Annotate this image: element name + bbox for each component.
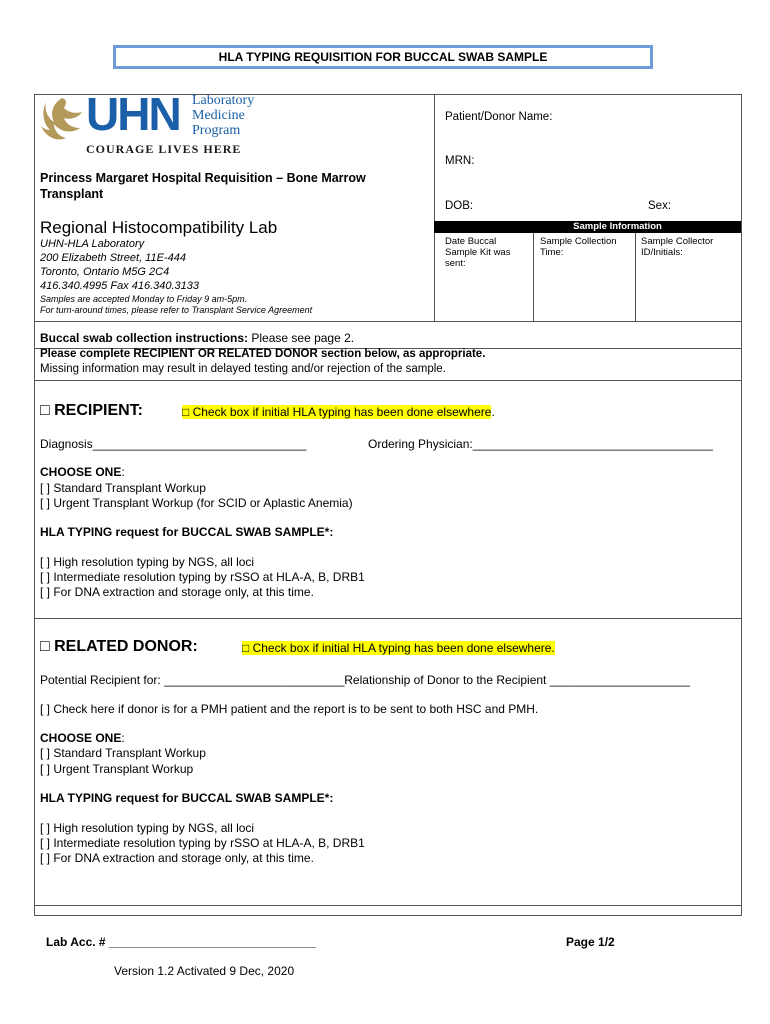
potential-recipient-field[interactable]: Potential Recipient for: ___________________________Relationship of Donor to the Recipient _____________________: [40, 673, 690, 687]
form-title-box: [113, 45, 653, 69]
recipient-typing-heading: HLA TYPING request for BUCCAL SWAB SAMPLE*:: [40, 525, 334, 539]
ordering-physician-field[interactable]: Ordering Physician:____________________________________: [368, 437, 713, 451]
hours-note: Samples are accepted Monday to Friday 9 am-5pm.: [40, 294, 248, 304]
sample-col3-l1: Sample Collector: [641, 236, 714, 247]
donor-option-urgent[interactable]: [ ] Urgent Transplant Workup: [40, 762, 194, 776]
hospital-line1: Princess Margaret Hospital Requisition – Bone Marrow: [40, 171, 366, 185]
sample-col1-l3: sent:: [445, 258, 466, 269]
page-number: Page 1/2: [566, 935, 615, 949]
patient-name-label[interactable]: Patient/Donor Name:: [445, 111, 553, 123]
buccal-instructions-text: Please see page 2.: [248, 331, 355, 345]
recipient-option-standard[interactable]: [ ] Standard Transplant Workup: [40, 481, 206, 495]
recipient-elsewhere-checkbox[interactable]: □ Check box if initial HLA typing has been done elsewhere.: [182, 405, 495, 419]
uhn-logo-icon: [40, 96, 84, 144]
sample-col3-l2: ID/Initials:: [641, 247, 683, 258]
recipient-typing-dna[interactable]: [ ] For DNA extraction and storage only, at this time.: [40, 585, 314, 599]
lab-medicine-line1: Laboratory: [192, 93, 255, 108]
header-bottom-rule: [35, 321, 741, 322]
sample-col-divider-1: [533, 223, 534, 321]
address-line1: UHN-HLA Laboratory: [40, 238, 145, 250]
hospital-line2: Transplant: [40, 187, 104, 201]
address-line4: 416.340.4995 Fax 416.340.3133: [40, 280, 200, 292]
donor-choose-one: CHOOSE ONE:: [40, 731, 125, 745]
sex-label[interactable]: Sex:: [648, 200, 672, 212]
sample-col1-l2: Sample Kit was: [445, 247, 511, 258]
pmh-checkbox[interactable]: [ ] Check here if donor is for a PMH patient and the report is to be sent to both HSC and PMH.: [40, 702, 539, 716]
donor-typing-heading: HLA TYPING request for BUCCAL SWAB SAMPLE*:: [40, 791, 334, 805]
lab-medicine-line2: Medicine: [192, 108, 245, 123]
uhn-wordmark: UHN: [86, 88, 180, 140]
address-line2: 200 Elizabeth Street, 11E-444: [40, 252, 186, 264]
missing-info-warning: Missing information may result in delayed testing and/or rejection of the sample.: [40, 363, 446, 375]
header-divider: [434, 95, 435, 321]
lab-name: Regional Histocompatibility Lab: [40, 218, 278, 237]
recipient-heading[interactable]: □ RECIPIENT:: [40, 402, 144, 419]
recipient-typing-rsso[interactable]: [ ] Intermediate resolution typing by rSSO at HLA-A, B, DRB1: [40, 570, 365, 584]
buccal-instructions-label: Buccal swab collection instructions:: [40, 331, 249, 345]
sample-info-header: [434, 221, 741, 233]
sample-col2-l2: Time:: [540, 247, 564, 258]
donor-typing-dna[interactable]: [ ] For DNA extraction and storage only, at this time.: [40, 851, 314, 865]
donor-typing-rsso[interactable]: [ ] Intermediate resolution typing by rSSO at HLA-A, B, DRB1: [40, 836, 365, 850]
sample-col1-l1: Date Buccal: [445, 236, 497, 247]
recipient-option-urgent[interactable]: [ ] Urgent Transplant Workup (for SCID or Aplastic Anemia): [40, 496, 353, 510]
logo-tagline: COURAGE LIVES HERE: [86, 142, 242, 156]
donor-elsewhere-checkbox[interactable]: [242, 641, 555, 655]
dob-label[interactable]: DOB:: [445, 200, 474, 212]
mrn-label[interactable]: MRN:: [445, 155, 475, 167]
diagnosis-field[interactable]: Diagnosis________________________________: [40, 437, 307, 451]
lab-acc-field[interactable]: Lab Acc. # _______________________________: [46, 935, 316, 949]
recipient-top-rule: [35, 380, 741, 381]
form-title: HLA TYPING REQUISITION FOR BUCCAL SWAB SAMPLE: [218, 50, 548, 64]
donor-option-standard[interactable]: [ ] Standard Transplant Workup: [40, 746, 206, 760]
recipient-choose-one: CHOOSE ONE:: [40, 465, 125, 479]
donor-heading[interactable]: □ RELATED DONOR:: [40, 638, 198, 655]
sample-col-divider-2: [635, 223, 636, 321]
buccal-instructions: [40, 331, 354, 345]
turnaround-note: For turn-around times, please refer to Transplant Service Agreement: [40, 305, 313, 315]
address-line3: Toronto, Ontario M5G 2C4: [40, 266, 170, 278]
donor-bottom-rule: [35, 905, 741, 906]
sample-col2-l1: Sample Collection: [540, 236, 617, 247]
recipient-typing-ngs[interactable]: [ ] High resolution typing by NGS, all loci: [40, 555, 255, 569]
donor-top-rule: [35, 618, 741, 619]
lab-medicine-line3: Program: [192, 123, 241, 138]
sample-info-title: Sample Information: [573, 221, 662, 232]
donor-elsewhere-text: □ Check box if initial HLA typing has been done elsewhere.: [242, 641, 555, 655]
version-note: Version 1.2 Activated 9 Dec, 2020: [114, 964, 295, 978]
complete-instruction: Please complete RECIPIENT OR RELATED DONOR section below, as appropriate.: [40, 348, 486, 360]
donor-typing-ngs[interactable]: [ ] High resolution typing by NGS, all loci: [40, 821, 255, 835]
recipient-elsewhere-text: □ Check box if initial HLA typing has been done elsewhere: [182, 405, 492, 419]
